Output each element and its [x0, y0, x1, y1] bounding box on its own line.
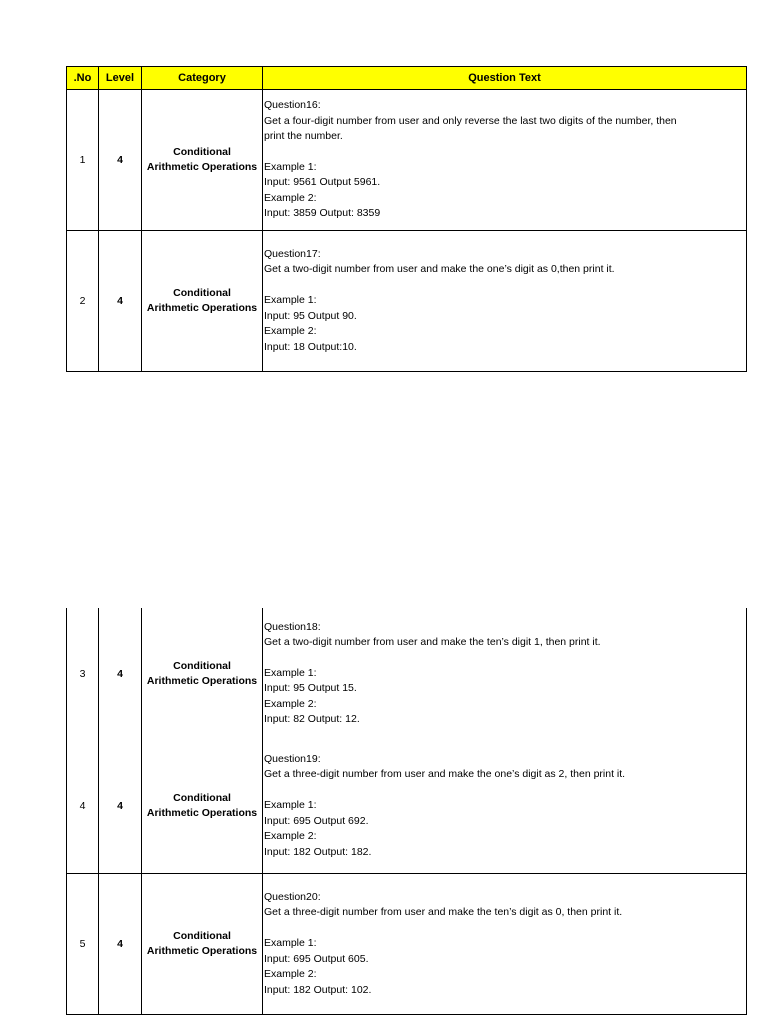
row-level: 4 — [99, 608, 142, 739]
category-line-2: Arithmetic Operations — [146, 302, 258, 314]
category-line-1: Conditional — [173, 930, 231, 942]
question-description-line-1: Get a two-digit number from user and make the ten’s digit 1, then print it. — [264, 635, 601, 648]
category-line-1: Conditional — [173, 792, 231, 804]
row-category — [142, 608, 263, 739]
example-2-label: Example 2: — [264, 697, 317, 710]
example-2-io: Input: 3859 Output: 8359 — [264, 207, 381, 220]
header-question-text: Question Text — [263, 67, 747, 90]
row-question-text — [263, 90, 747, 231]
example-1-label: Example 1: — [264, 160, 317, 173]
row-number: 4 — [67, 739, 99, 874]
question-title: Question20: — [264, 891, 321, 904]
table-row — [67, 874, 747, 1015]
category-line-2: Arithmetic Operations — [146, 945, 258, 957]
row-category — [142, 90, 263, 231]
row-question-text — [263, 739, 747, 874]
table-header-row — [67, 67, 747, 90]
example-2-io: Input: 18 Output:10. — [264, 340, 357, 353]
question-description-line-1: Get a two-digit number from user and make the one’s digit as 0,then print it. — [264, 263, 615, 276]
example-1-io: Input: 695 Output 605. — [264, 952, 369, 965]
row-level: 4 — [99, 739, 142, 874]
header-no: .No — [67, 67, 99, 90]
example-2-label: Example 2: — [264, 968, 317, 981]
row-category — [142, 739, 263, 874]
category-line-2: Arithmetic Operations — [146, 161, 258, 173]
row-question-text — [263, 608, 747, 739]
example-2-io: Input: 182 Output: 182. — [264, 845, 372, 858]
question-title: Question19: — [264, 753, 321, 766]
category-line-1: Conditional — [173, 287, 231, 299]
question-table-page-2 — [66, 608, 746, 1015]
row-level: 4 — [99, 874, 142, 1015]
category-line-1: Conditional — [173, 146, 231, 158]
example-1-io: Input: 95 Output 90. — [264, 309, 357, 322]
example-2-label: Example 2: — [264, 191, 317, 204]
question-title: Question16: — [264, 99, 321, 112]
question-description-line-2: print the number. — [264, 130, 343, 143]
example-2-io: Input: 182 Output: 102. — [264, 983, 372, 996]
row-number: 2 — [67, 231, 99, 372]
row-category — [142, 231, 263, 372]
row-question-text — [263, 231, 747, 372]
example-1-io: Input: 9561 Output 5961. — [264, 176, 381, 189]
question-description-line-1: Get a three-digit number from user and make the ten’s digit as 0, then print it. — [264, 906, 623, 919]
table-row — [67, 739, 747, 874]
table-row — [67, 90, 747, 231]
row-category — [142, 874, 263, 1015]
row-level: 4 — [99, 231, 142, 372]
question-description-line-1: Get a four-digit number from user and only reverse the last two digits of the number, then — [264, 114, 677, 127]
question-description-line-1: Get a three-digit number from user and make the one’s digit as 2, then print it. — [264, 768, 626, 781]
example-1-io: Input: 95 Output 15. — [264, 682, 357, 695]
row-number: 5 — [67, 874, 99, 1015]
header-level: Level — [99, 67, 142, 90]
example-1-label: Example 1: — [264, 937, 317, 950]
example-2-label: Example 2: — [264, 325, 317, 338]
row-level: 4 — [99, 90, 142, 231]
category-line-1: Conditional — [173, 659, 231, 672]
example-2-io: Input: 82 Output: 12. — [264, 713, 360, 725]
row-question-text — [263, 874, 747, 1015]
example-2-label: Example 2: — [264, 830, 317, 843]
row-number: 3 — [67, 608, 99, 739]
table-row — [67, 231, 747, 372]
example-1-label: Example 1: — [264, 666, 317, 679]
row-number: 1 — [67, 90, 99, 231]
question-table-page-1 — [66, 66, 746, 372]
category-line-2: Arithmetic Operations — [146, 807, 258, 819]
question-title: Question18: — [264, 620, 321, 633]
header-category: Category — [142, 67, 263, 90]
table-row — [67, 608, 747, 739]
question-title: Question17: — [264, 248, 321, 261]
category-line-2: Arithmetic Operations — [146, 674, 258, 687]
example-1-io: Input: 695 Output 692. — [264, 814, 369, 827]
example-1-label: Example 1: — [264, 294, 317, 307]
example-1-label: Example 1: — [264, 799, 317, 812]
